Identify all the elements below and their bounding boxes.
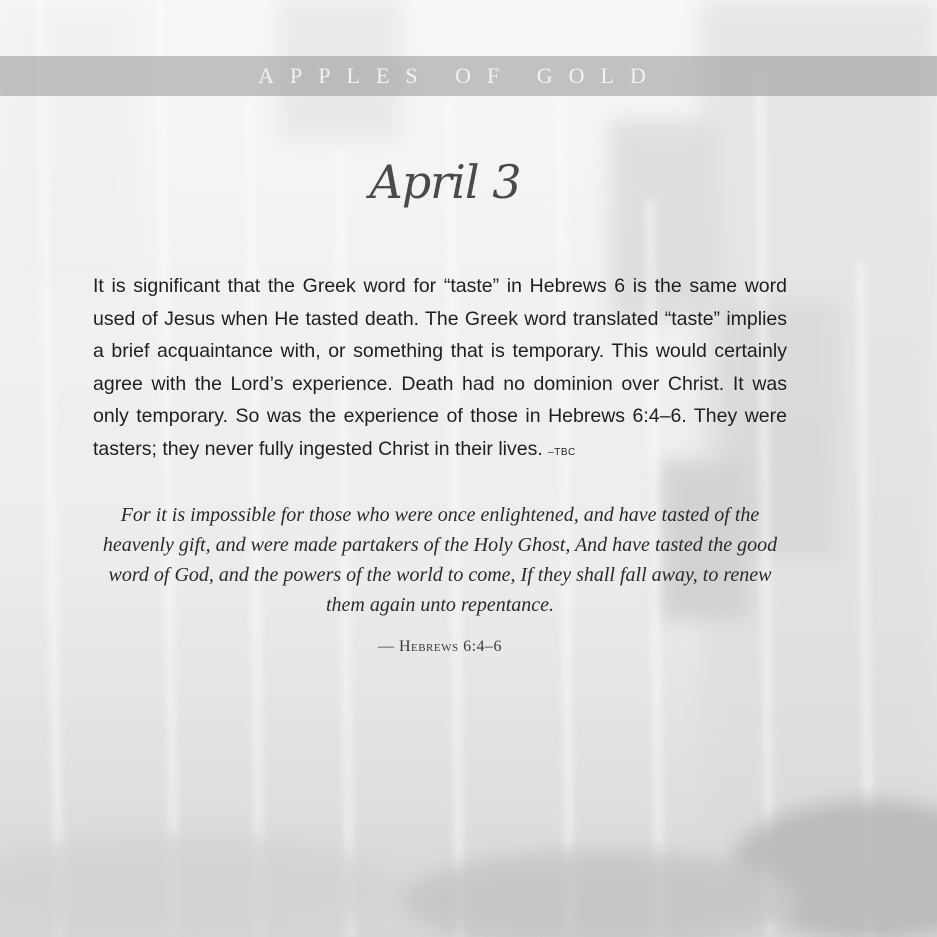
- devotion-text: It is significant that the Greek word for “taste” in Hebrews 6 is the same word used of Jesus when He tasted death. The Greek word translated “taste” implies a brief acquaintance with, or something that is temporary. This would certainly agree with the Lord’s experience. Death had no dominion over Christ. It was only temporary. So was the experience of those in Hebrews 6:4–6. They were tasters; they never fully ingested Christ in their lives.: [93, 275, 787, 460]
- page-date-title: April 3: [369, 155, 521, 209]
- devotion-paragraph: [93, 270, 787, 469]
- scripture-quote: For it is impossible for those who were once enlightened, and have tasted of the heavenly gift, and were made partakers of the Holy Ghost, And have tasted the good word of God, and the powers of the world to come, If they shall fall away, to renew them again unto repentance.: [102, 504, 778, 616]
- book-title: APPLES OF GOLD: [258, 63, 662, 88]
- scripture-reference: — Hebrews 6:4–6: [377, 638, 503, 655]
- devotion-attribution: –TBC: [548, 446, 576, 458]
